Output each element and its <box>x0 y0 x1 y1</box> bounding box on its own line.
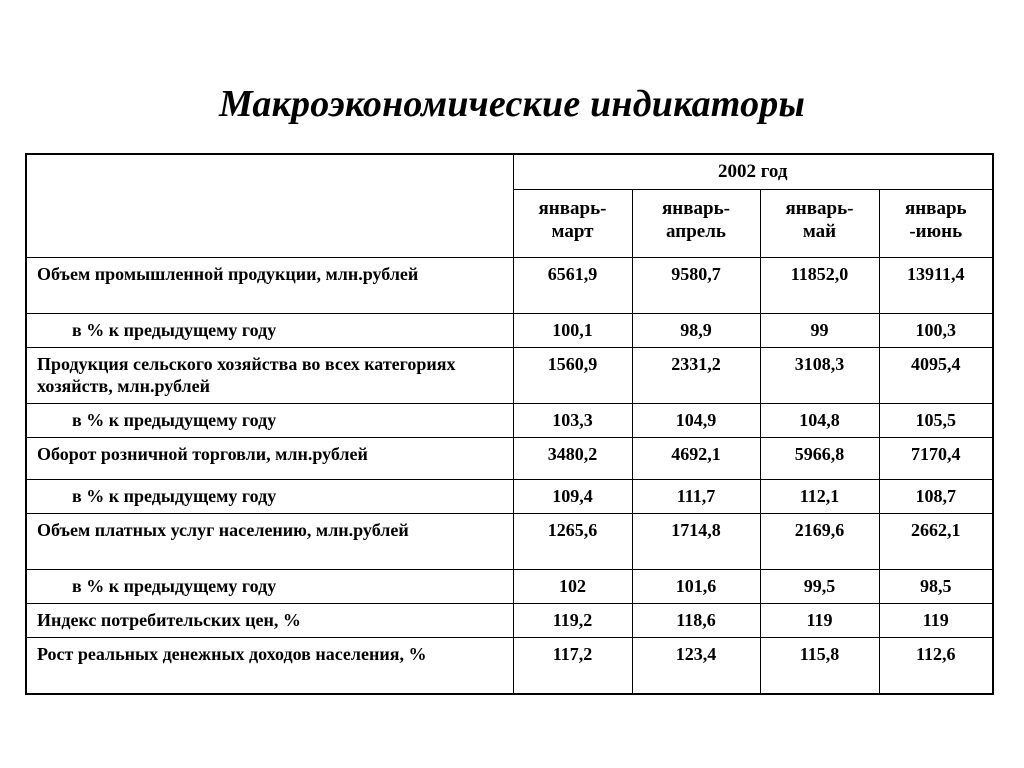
row-value: 4692,1 <box>632 438 760 480</box>
row-value: 99,5 <box>760 570 879 604</box>
row-value: 123,4 <box>632 638 760 694</box>
row-value: 117,2 <box>513 638 632 694</box>
row-value: 4095,4 <box>879 348 993 404</box>
table-row <box>26 570 993 604</box>
row-value: 100,1 <box>513 314 632 348</box>
row-value: 3480,2 <box>513 438 632 480</box>
row-value: 104,8 <box>760 404 879 438</box>
header-period <box>513 190 632 258</box>
row-value: 112,1 <box>760 480 879 514</box>
row-label: Продукция сельского хозяйства во всех категориях хозяйств, млн.рублей <box>26 348 513 404</box>
row-label: Индекс потребительских цен, % <box>26 604 513 638</box>
table-row <box>26 404 993 438</box>
row-value: 98,9 <box>632 314 760 348</box>
header-period <box>879 190 993 258</box>
row-value: 9580,7 <box>632 258 760 314</box>
row-label: в % к предыдущему году <box>26 570 513 604</box>
row-value: 111,7 <box>632 480 760 514</box>
indicators-table <box>25 153 994 695</box>
table-row <box>26 348 993 404</box>
table-row <box>26 514 993 570</box>
header-period <box>760 190 879 258</box>
table-row <box>26 638 993 694</box>
row-value: 2662,1 <box>879 514 993 570</box>
row-value: 99 <box>760 314 879 348</box>
row-value: 11852,0 <box>760 258 879 314</box>
row-label: Объем промышленной продукции, млн.рублей <box>26 258 513 314</box>
row-label: Оборот розничной торговли, млн.рублей <box>26 438 513 480</box>
table-row <box>26 480 993 514</box>
row-label: в % к предыдущему году <box>26 314 513 348</box>
table-row <box>26 258 993 314</box>
row-value: 2331,2 <box>632 348 760 404</box>
row-value: 1560,9 <box>513 348 632 404</box>
header-period-line2: -июнь <box>909 221 963 242</box>
header-period-line2: май <box>802 221 837 242</box>
header-period-line1: январь- <box>662 198 730 219</box>
row-value: 109,4 <box>513 480 632 514</box>
header-period-line1: январь <box>904 198 967 219</box>
row-label: Рост реальных денежных доходов населения, % <box>26 638 513 694</box>
table-row <box>26 604 993 638</box>
row-value: 105,5 <box>879 404 993 438</box>
header-year: 2002 год <box>513 154 993 190</box>
row-label: в % к предыдущему году <box>26 480 513 514</box>
row-value: 103,3 <box>513 404 632 438</box>
row-value: 3108,3 <box>760 348 879 404</box>
header-corner-cell <box>26 154 513 258</box>
row-value: 101,6 <box>632 570 760 604</box>
header-period-line1: январь- <box>785 198 854 219</box>
page-title: Макроэкономические индикаторы <box>218 83 806 125</box>
row-value: 119 <box>760 604 879 638</box>
row-value: 119,2 <box>513 604 632 638</box>
row-value: 6561,9 <box>513 258 632 314</box>
row-value: 104,9 <box>632 404 760 438</box>
header-year-row <box>26 154 993 190</box>
row-value: 98,5 <box>879 570 993 604</box>
row-value: 5966,8 <box>760 438 879 480</box>
header-period <box>632 190 760 258</box>
header-period-line1: январь- <box>538 198 607 219</box>
row-value: 108,7 <box>879 480 993 514</box>
table-row <box>26 438 993 480</box>
row-value: 115,8 <box>760 638 879 694</box>
row-value: 119 <box>879 604 993 638</box>
header-period-line2: март <box>551 221 594 242</box>
row-value: 13911,4 <box>879 258 993 314</box>
table-row <box>26 314 993 348</box>
row-value: 118,6 <box>632 604 760 638</box>
row-value: 102 <box>513 570 632 604</box>
header-period-line2: апрель <box>666 221 726 242</box>
row-value: 1265,6 <box>513 514 632 570</box>
row-value: 112,6 <box>879 638 993 694</box>
row-value: 100,3 <box>879 314 993 348</box>
row-value: 2169,6 <box>760 514 879 570</box>
row-value: 1714,8 <box>632 514 760 570</box>
row-value: 7170,4 <box>879 438 993 480</box>
row-label: Объем платных услуг населению, млн.рублей <box>26 514 513 570</box>
row-label: в % к предыдущему году <box>26 404 513 438</box>
